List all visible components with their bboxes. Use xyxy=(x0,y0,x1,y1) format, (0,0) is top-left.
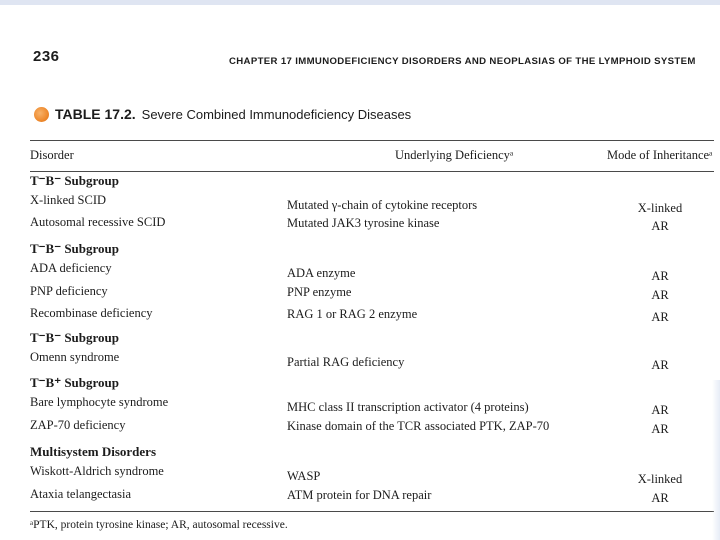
subgroup-label: Multisystem Disorders xyxy=(30,444,157,459)
page-edge-shade xyxy=(712,380,720,540)
disorder-cell: Omenn syndrome xyxy=(30,350,120,364)
disorder-cell: Bare lymphocyte syndrome xyxy=(30,395,169,409)
subgroup-row xyxy=(0,444,720,466)
inheritance-cell: AR xyxy=(651,358,669,372)
orange-dot-icon xyxy=(34,107,49,122)
disorder-cell: Recombinase deficiency xyxy=(30,306,153,320)
disorder-cell: Wiskott-Aldrich syndrome xyxy=(30,464,164,478)
inheritance-cell: AR xyxy=(651,491,669,505)
table-row xyxy=(0,215,720,237)
page-number: 236 xyxy=(33,48,60,65)
subgroup-row xyxy=(0,173,720,195)
disorder-cell: ZAP-70 deficiency xyxy=(30,418,126,432)
disorder-cell: ADA deficiency xyxy=(30,261,112,275)
inheritance-cell: AR xyxy=(651,310,669,324)
table-row xyxy=(0,261,720,283)
subgroup-label: T⁻B⁺ Subgroup xyxy=(30,375,120,390)
deficiency-cell: ATM protein for DNA repair xyxy=(287,488,432,502)
inheritance-cell: AR xyxy=(651,269,669,283)
column-header-deficiency: Underlying Deficiencyᵃ xyxy=(395,148,514,162)
deficiency-cell: ADA enzyme xyxy=(287,266,356,280)
table-row xyxy=(0,284,720,306)
subgroup-row xyxy=(0,241,720,263)
inheritance-cell: X-linked xyxy=(637,472,683,486)
inheritance-cell: AR xyxy=(651,422,669,436)
disorder-cell: PNP deficiency xyxy=(30,284,108,298)
table-top-rule xyxy=(30,140,714,141)
subgroup-row xyxy=(0,375,720,397)
inheritance-cell: AR xyxy=(651,219,669,233)
deficiency-cell: Partial RAG deficiency xyxy=(287,355,405,369)
deficiency-cell: Mutated JAK3 tyrosine kinase xyxy=(287,216,440,230)
table-footnote: ᵃPTK, protein tyrosine kinase; AR, autosomal recessive. xyxy=(30,519,288,531)
table-row xyxy=(0,350,720,372)
inheritance-cell: AR xyxy=(651,403,669,417)
deficiency-cell: PNP enzyme xyxy=(287,285,352,299)
table-row xyxy=(0,464,720,486)
running-head: CHAPTER 17 IMMUNODEFICIENCY DISORDERS AND NEOPLASIAS OF THE LYMPHOID SYSTEM xyxy=(229,56,696,67)
top-bar xyxy=(0,0,720,5)
deficiency-cell: Mutated γ-chain of cytokine receptors xyxy=(287,198,478,212)
table-row xyxy=(0,193,720,215)
deficiency-cell: WASP xyxy=(287,469,321,483)
disorder-cell: X-linked SCID xyxy=(30,193,107,207)
subgroup-label: T⁻B⁻ Subgroup xyxy=(30,173,120,188)
table-row xyxy=(0,306,720,328)
table-row xyxy=(0,487,720,509)
table-title: Severe Combined Immunodeficiency Diseases xyxy=(141,106,412,122)
inheritance-cell: AR xyxy=(651,288,669,302)
deficiency-cell: Kinase domain of the TCR associated PTK, ZAP-70 xyxy=(287,419,550,433)
subgroup-row xyxy=(0,330,720,352)
inheritance-cell: X-linked xyxy=(637,201,683,215)
deficiency-cell: MHC class II transcription activator (4 proteins) xyxy=(287,400,529,414)
disorder-cell: Autosomal recessive SCID xyxy=(30,215,166,229)
table-label: TABLE 17.2. xyxy=(55,106,136,122)
table-row xyxy=(0,418,720,440)
subgroup-label: T⁻B⁻ Subgroup xyxy=(30,241,120,256)
subgroup-label: T⁻B⁻ Subgroup xyxy=(30,330,120,345)
table-heading xyxy=(34,106,411,122)
table-bottom-rule xyxy=(30,511,714,512)
column-header-disorder: Disorder xyxy=(30,148,74,162)
disorder-cell: Ataxia telangectasia xyxy=(30,487,131,501)
column-header-inheritance: Mode of Inheritanceᵃ xyxy=(607,148,713,162)
deficiency-cell: RAG 1 or RAG 2 enzyme xyxy=(287,307,418,321)
table-row xyxy=(0,395,720,417)
header-rule xyxy=(30,171,714,172)
